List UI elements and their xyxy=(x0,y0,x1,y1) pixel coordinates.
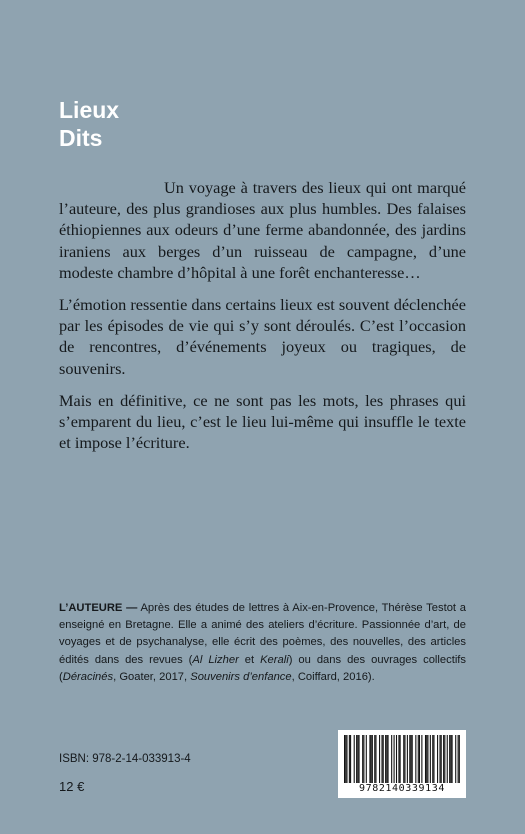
barcode xyxy=(338,730,466,798)
blurb-paragraph-3: Mais en définitive, ce ne sont pas les mots, les phrases qui s’emparent du lieu, c’est le lieu lui-même qui insuffle le texte et impose l’écriture. xyxy=(59,390,466,453)
barcode-bar xyxy=(359,735,360,783)
title-line-2: Dits xyxy=(59,125,103,151)
blurb xyxy=(59,177,466,464)
barcode-bar xyxy=(372,735,373,783)
barcode-bar xyxy=(385,735,386,783)
price: 12 € xyxy=(59,779,85,794)
barcode-bar xyxy=(388,735,389,783)
barcode-bar xyxy=(396,735,397,783)
title-line-1: Lieux xyxy=(59,97,120,123)
barcode-bar xyxy=(427,735,428,783)
author-text-4: , Goater, 2017, xyxy=(113,670,191,683)
barcode-bar xyxy=(433,735,434,783)
barcode-bar xyxy=(381,735,382,783)
book-title xyxy=(59,96,119,152)
barcode-bar xyxy=(369,735,370,783)
barcode-bar xyxy=(400,735,401,783)
barcode-bar xyxy=(404,735,405,783)
author-note xyxy=(59,600,466,686)
barcode-bar xyxy=(441,735,442,783)
barcode-bar xyxy=(452,735,453,783)
barcode-bar xyxy=(374,735,375,783)
book-name-2: Souvenirs d’enfance xyxy=(190,670,292,683)
barcode-bar xyxy=(379,735,380,783)
barcode-bars-icon xyxy=(344,735,460,783)
author-text-2: et xyxy=(238,653,261,666)
barcode-bar xyxy=(410,735,411,783)
barcode-bar xyxy=(450,735,451,783)
barcode-bar xyxy=(447,735,448,783)
barcode-bar xyxy=(349,735,350,783)
barcode-bar xyxy=(362,735,363,783)
book-name-1: Déracinés xyxy=(62,670,114,683)
barcode-bar xyxy=(356,735,357,783)
barcode-bar xyxy=(444,735,445,783)
barcode-bar xyxy=(430,735,431,783)
barcode-bar xyxy=(415,735,416,783)
journal-name-1: Al Lizher xyxy=(192,653,239,666)
barcode-bar xyxy=(421,735,422,783)
barcode-bar xyxy=(344,735,345,783)
barcode-bar xyxy=(375,735,376,783)
barcode-bar xyxy=(386,735,387,783)
author-label: L’AUTEURE — xyxy=(59,602,138,614)
barcode-bar xyxy=(363,735,364,783)
blurb-paragraph-1: Un voyage à travers des lieux qui ont marqué l’auteure, des plus grandioses aux plus humbles. Des falaises éthiopiennes aux odeurs d’une ferme abandonnée, des jardins iraniens aux berges d’un ruisseau de campagne, d’une modeste chambre d’hôpital à une forêt enchanteresse… xyxy=(59,178,466,282)
journal-name-2: Kerali xyxy=(260,653,289,666)
barcode-bar xyxy=(443,735,444,783)
isbn: ISBN: 978-2-14-033913-4 xyxy=(59,753,191,765)
barcode-bar xyxy=(425,735,426,783)
barcode-bar xyxy=(403,735,404,783)
barcode-bar xyxy=(439,735,440,783)
barcode-bar xyxy=(398,735,399,783)
barcode-bar xyxy=(409,735,410,783)
barcode-bar xyxy=(426,735,427,783)
barcode-bar xyxy=(407,735,408,783)
barcode-bar xyxy=(371,735,372,783)
barcode-bar xyxy=(394,735,395,783)
barcode-bar xyxy=(366,735,367,783)
barcode-bar xyxy=(449,735,450,783)
barcode-bar xyxy=(350,735,351,783)
barcode-bar xyxy=(419,735,420,783)
barcode-bar xyxy=(357,735,358,783)
barcode-number: 9782140339134 xyxy=(358,783,446,794)
barcode-bar xyxy=(455,735,456,783)
author-text-5: , Coiffard, 2016). xyxy=(291,670,375,683)
barcode-bar xyxy=(354,735,355,783)
barcode-bar xyxy=(346,735,347,783)
blurb-paragraph-2: L’émotion ressentie dans certains lieux est souvent déclenchée par les épisodes de vie qui s’y sont déroulés. C’est l’occasion de rencontres, d’événements joyeux ou tragiques, de souvenirs. xyxy=(59,295,466,378)
barcode-bar xyxy=(391,735,392,783)
author-text-3: ) ou dans des ouvrages collectifs ( xyxy=(59,653,467,683)
barcode-bar xyxy=(432,735,433,783)
barcode-bar xyxy=(345,735,346,783)
barcode-bar xyxy=(412,735,413,783)
barcode-bar xyxy=(459,735,460,783)
barcode-bar xyxy=(383,735,384,783)
author-text-1: Après des études de lettres à Aix-en-Provence, Thérèse Testot a enseigné en Bretagne. Elle a animé des ateliers d’écriture. Passionnée d’art, de voyages et de psychanalyse, elle écrit des poèmes, des nouvelles, des articles édités dans des revues ( xyxy=(59,602,466,666)
barcode-bar xyxy=(458,735,459,783)
barcode-bar xyxy=(437,735,438,783)
barcode-bar xyxy=(418,735,419,783)
